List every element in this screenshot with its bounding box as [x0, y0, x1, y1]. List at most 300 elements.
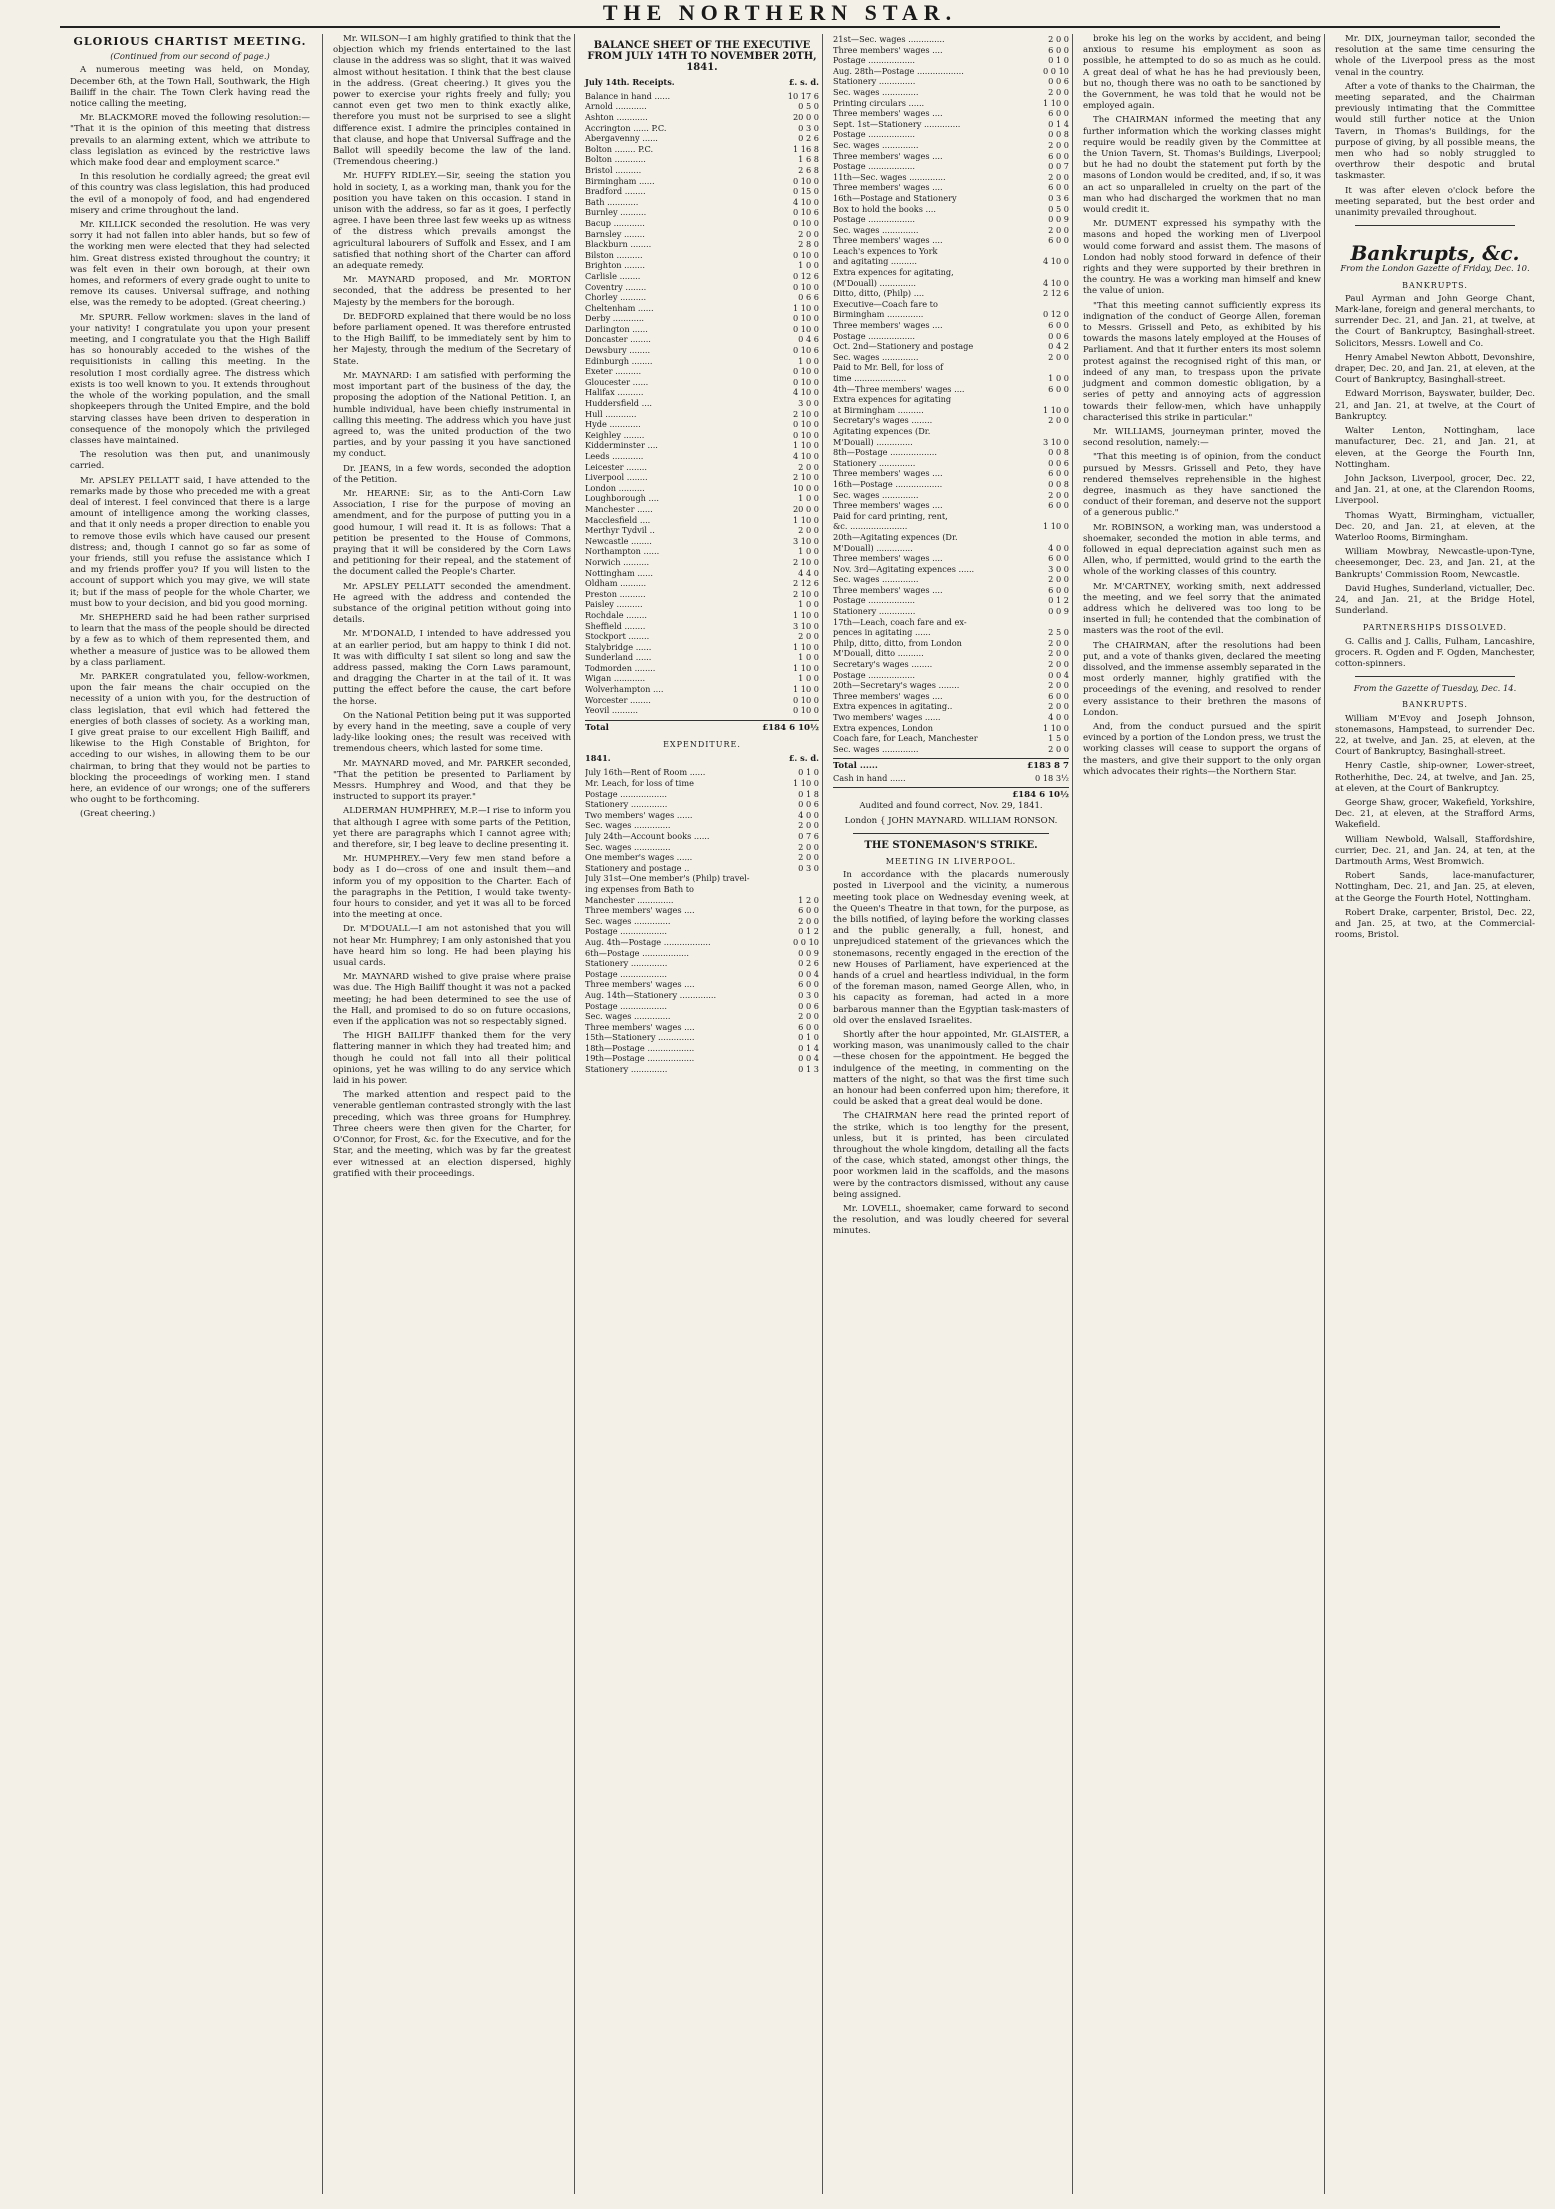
ledger-label: Derby ............	[585, 313, 645, 324]
ledger-amount: 1 0 0	[798, 546, 819, 557]
ledger-row	[833, 256, 1069, 267]
ledger-row	[585, 948, 819, 959]
ledger-amount: 1 16 8	[792, 143, 819, 154]
receipts-header-amount: £. s. d.	[788, 76, 819, 87]
ledger-row	[585, 695, 819, 706]
ledger-label: Accrington ...... P.C.	[585, 122, 667, 133]
ledger-amount: 2 0 0	[798, 525, 819, 536]
ledger-row	[833, 299, 1069, 310]
paragraph: Mr. MAYNARD: I am satisfied with performing the most important part of the business of the day, the proposing the adoption of the National Petition. I, an humble individual, have been chiefly instrumental in calling this meeting. The address which you have just agreed to, was the united production of the two parties, and by your passing it you have sanctioned my conduct.	[333, 370, 571, 460]
ledger-label: Worcester ........	[585, 694, 651, 705]
ledger-label: Stationery ..............	[833, 606, 916, 617]
ledger-amount: 3 10 0	[792, 535, 819, 546]
ledger-amount: 2 0 0	[1048, 743, 1069, 754]
ledger-row	[585, 969, 819, 980]
ledger-row	[585, 112, 819, 123]
ledger-row	[585, 345, 819, 356]
ledger-label: Stationery ..............	[833, 76, 916, 87]
ledger-label: Three members' wages ....	[833, 468, 943, 479]
ledger-row	[585, 292, 819, 303]
ledger-label: Oldham ..........	[585, 578, 647, 589]
ledger-label: Three members' wages ....	[833, 44, 943, 55]
bankrupt-entry: William Mowbray, Newcastle-upon-Tyne, cheesemonger, Dec. 23, and Jan. 21, at the Bankrupts' Commission Room, Newcastle.	[1335, 547, 1535, 580]
ledger-amount: 2 0 0	[1048, 680, 1069, 691]
paragraph: Mr. HUMPHREY.—Very few men stand before a body as I do—cross of one and insult them—and inform you of my opposition to the Charter. Each of the paragraphs in the Petition, I would take twenty-four hours to consider, and yet it was all to be forced into the meeting at once.	[333, 854, 571, 921]
ledger-row	[585, 873, 819, 884]
ledger-amount: 1 10 0	[792, 440, 819, 451]
ledger-amount: 1 0 0	[798, 355, 819, 366]
ledger-row	[833, 76, 1069, 87]
ledger-label: Chorley ..........	[585, 292, 647, 303]
ledger-amount: 0 5 0	[798, 101, 819, 112]
ledger-row	[833, 521, 1069, 532]
ledger-row	[585, 799, 819, 810]
balance-sheet-title: BALANCE SHEET OF THE EXECUTIVE FROM JULY 14TH TO NOVEMBER 20TH, 1841.	[587, 40, 817, 74]
ledger-row	[585, 958, 819, 969]
ledger-row	[585, 419, 819, 430]
ledger-label: Bacup ............	[585, 217, 645, 228]
ledger-row	[833, 151, 1069, 162]
ledger-row	[833, 161, 1069, 172]
ledger-row	[833, 341, 1069, 352]
ledger-row	[833, 701, 1069, 712]
ledger-row	[585, 578, 819, 589]
ledger-amount: 1 5 0	[1048, 733, 1069, 744]
ledger-amount: 0 1 3	[798, 1064, 819, 1075]
ledger-label: Sec. wages ..............	[585, 841, 671, 852]
ledger-row	[833, 246, 1069, 257]
ledger-label: Three members' wages ....	[833, 553, 943, 564]
ledger-label: July 24th—Account books ......	[585, 831, 710, 842]
ledger-row	[585, 430, 819, 441]
ledger-amount: 6 0 0	[1048, 500, 1069, 511]
ledger-amount: 0 1 8	[798, 788, 819, 799]
ledger-label: 16th—Postage ..................	[833, 478, 943, 489]
ledger-amount: 1 0 0	[1048, 373, 1069, 383]
ledger-row	[585, 631, 819, 642]
expenditure-list-continued	[833, 34, 1069, 754]
ledger-row	[585, 937, 819, 948]
ledger-label: Barnsley ........	[585, 228, 645, 239]
ledger-row	[833, 87, 1069, 98]
ledger-amount: 6 0 0	[1048, 235, 1069, 246]
ledger-row	[833, 606, 1069, 617]
ledger-row	[833, 543, 1069, 554]
ledger-row	[585, 218, 819, 229]
ledger-label: Wigan ............	[585, 673, 646, 684]
ledger-row	[585, 1043, 819, 1054]
ledger-amount: 2 10 0	[792, 408, 819, 419]
audit-note: Audited and found correct, Nov. 29, 1841.	[859, 801, 1043, 812]
ledger-amount	[1015, 299, 1069, 310]
ledger-label: Stationery ..............	[585, 1064, 668, 1075]
ledger-amount: 0 0 6	[1048, 457, 1069, 468]
ledger-label: Leeds ............	[585, 451, 644, 461]
column-5	[1072, 34, 1321, 2194]
paragraph: Dr. BEDFORD explained that there would be no loss before parliament opened. It was therefore entrusted to the High Bailiff, to be immediately sent by him to her Majesty, through the medium of the Secretary of State.	[333, 311, 571, 367]
partnerships-dissolved-entry: G. Callis and J. Callis, Fulham, Lancashire, grocers. R. Ogden and F. Ogden, Manchester, cotton-spinners.	[1335, 636, 1535, 669]
grand-total-amount: £184 6 10½	[1012, 790, 1069, 801]
ledger-amount: 2 0 0	[1048, 171, 1069, 182]
ledger-label: 19th—Postage ..................	[585, 1053, 695, 1064]
paragraph: Mr. HEARNE: Sir, as to the Anti-Corn Law Association, I rise for the purpose of moving an amendment, and for the purpose of putting you in a good humour, I will read it. It is as follows: That a petition be presented to the House of Commons, praying that it will be considered by the Corn Laws and petitioning for their repeal, and the statement of the document called the People's Charter.	[333, 488, 571, 578]
ledger-row	[833, 564, 1069, 575]
ledger-amount: 0 0 6	[798, 1000, 819, 1011]
ledger-label: Sec. wages ..............	[833, 86, 919, 97]
ledger-row	[585, 831, 819, 842]
ledger-row	[833, 172, 1069, 183]
ledger-amount: 2 0 0	[1048, 489, 1069, 500]
ledger-amount: 1 10 0	[792, 609, 819, 620]
ledger-amount: 1 2 0	[798, 894, 819, 905]
strike-title: THE STONEMASON'S STRIKE.	[864, 839, 1038, 851]
ledger-amount: 0 10 0	[792, 419, 819, 430]
ledger-row	[833, 500, 1069, 511]
paragraph: Mr. DUMENT expressed his sympathy with the masons and hoped the working men of Liverpool would come forward and assist them. The masons of London had nobly stood forward in defence of their rights and they were supported by their brethren in the country. He was a working man himself and knew the value of union.	[1083, 219, 1321, 297]
paragraph: Mr. BLACKMORE moved the following resolution:— "That it is the opinion of this meeting that distress prevails to an alarming extent, which we attribute to class legislation as evinced by the restrictive laws which make food dear and employment scarce."	[70, 113, 310, 169]
ledger-row	[585, 979, 819, 990]
ledger-amount: 0 0 4	[798, 968, 819, 979]
ledger-amount: 0 1 0	[1048, 55, 1069, 66]
ledger-amount: 1 0 0	[798, 599, 819, 610]
ledger-row	[585, 133, 819, 144]
ledger-amount: 4 10 0	[792, 387, 819, 398]
ledger-row	[585, 1001, 819, 1012]
ledger-row	[833, 352, 1069, 363]
ledger-amount: 2 12 6	[792, 578, 819, 589]
ledger-label: Stalybridge ......	[585, 641, 652, 652]
ledger-label: Coventry ........	[585, 281, 647, 292]
ledger-label: Kidderminster ....	[585, 440, 658, 451]
ledger-label: Blackburn ........	[585, 239, 652, 250]
paragraph: Mr. APSLEY PELLATT seconded the amendment. He agreed with the address and contended the substance of the original petition without going into details.	[333, 581, 571, 626]
paragraph: The HIGH BAILIFF thanked them for the very flattering manner in which they had treated him; and though he could not fall into all their political opinions, yet he was willing to do any service which laid in his power.	[333, 1031, 571, 1087]
ledger-amount: 2 0 0	[798, 461, 819, 472]
ledger-label: Wolverhampton ....	[585, 684, 664, 695]
ledger-label: Philp, ditto, ditto, from London	[833, 637, 962, 648]
expenditure-header	[585, 753, 819, 764]
ledger-label: Postage ..................	[833, 669, 916, 680]
ledger-amount: 2 0 0	[798, 631, 819, 642]
ledger-label: Halifax ..........	[585, 387, 644, 398]
receipts-total-amount: £184 6 10½	[762, 722, 819, 733]
column-6	[1324, 34, 1535, 2194]
ledger-amount: 0 10 0	[792, 217, 819, 228]
ledger-label: July 31st—One member's (Philp) travel-	[585, 873, 750, 884]
paragraph: Mr. LOVELL, shoemaker, came forward to second the resolution, and was loudly cheered for several minutes.	[833, 1204, 1069, 1237]
ledger-amount: 0 2 6	[798, 133, 819, 144]
paragraph: The CHAIRMAN informed the meeting that any further information which the working classes might require would be readily given by the Committee at the Union Tavern, St. Thomas's Buildings, Liverpool; but he had no doubt the statement put forth by the masons of London would be credited, and, if so, it was an act so unparalleled in cruelty on the part of the man who had discharged the workmen that no man would credit it.	[1083, 115, 1321, 216]
ledger-row	[833, 108, 1069, 119]
ledger-row	[833, 193, 1069, 204]
ledger-label: Executive—Coach fare to	[833, 298, 938, 309]
ledger-amount: 0 0 7	[1048, 161, 1069, 172]
ledger-label: Bristol ..........	[585, 164, 642, 175]
ledger-label: Coach fare, for Leach, Manchester	[833, 733, 978, 744]
ledger-label: Three members' wages ....	[833, 150, 943, 161]
ledger-amount: 2 0 0	[1048, 351, 1069, 362]
ledger-row	[585, 778, 819, 789]
paragraph: Mr. HUFFY RIDLEY.—Sir, seeing the station you hold in society, I, as a working man, thank you for the position you have taken on this occasion. I stand in unison with the address, so far as it goes, I perfectly agree. I have been three last few weeks up as witness of the distress which prevails amongst the agricultural labourers of Suffolk and Essex, and I am satisfied that nothing short of the Charter can afford an adequate remedy.	[333, 171, 571, 272]
ledger-row	[833, 214, 1069, 225]
ledger-label: Printing circulars ......	[833, 97, 925, 108]
ledger-row	[833, 733, 1069, 744]
ledger-label: Birmingham ..............	[833, 309, 924, 320]
ledger-amount: 0 0 10	[792, 936, 819, 947]
ledger-label: Postage ..................	[833, 129, 916, 140]
ledger-amount: 0 10 0	[792, 429, 819, 440]
ledger-label: Sec. wages ..............	[833, 743, 919, 754]
ledger-amount: 0 15 0	[792, 186, 819, 197]
paragraph: It was after eleven o'clock before the meeting separated, but the best order and unanimity prevailed throughout.	[1335, 185, 1535, 219]
ledger-amount: 0 0 8	[1048, 478, 1069, 489]
ledger-row	[585, 165, 819, 176]
expenditure-header-amount: £. s. d.	[788, 753, 819, 764]
ledger-amount: 6 0 0	[1048, 690, 1069, 701]
ledger-label: ing expenses from Bath to	[585, 883, 694, 894]
cash-label: Cash in hand ......	[833, 772, 906, 783]
ledger-row	[585, 663, 819, 674]
ledger-row	[585, 1011, 819, 1022]
expenditure-total-label: Total ......	[833, 761, 878, 772]
ledger-amount: 0 10 0	[792, 705, 819, 716]
ledger-label: Sec. wages ..............	[585, 915, 671, 926]
ledger-row	[833, 437, 1069, 448]
ledger-label: Three members' wages ....	[585, 905, 695, 916]
ledger-row	[833, 98, 1069, 109]
ledger-amount: 0 0 8	[1048, 129, 1069, 140]
ledger-row	[833, 574, 1069, 585]
article-body	[70, 65, 310, 820]
paragraph: broke his leg on the works by accident, and being anxious to resume his employment as soon as possible, he attempted to do so as much as he could. A great deal of what he has he had previously been, but no, though there was no oath to be sanctioned by the Government, he was told that he would not be employed again.	[1083, 34, 1321, 112]
ledger-label: Paisley ..........	[585, 599, 643, 610]
ledger-row	[833, 405, 1069, 416]
ledger-row	[833, 670, 1069, 681]
ledger-label: Paid to Mr. Bell, for loss of	[833, 362, 944, 373]
ledger-label: Extra expences in agitating..	[833, 701, 953, 712]
expenditure-title: EXPENDITURE.	[663, 740, 741, 750]
ledger-label: Manchester ......	[585, 503, 653, 514]
ledger-label: &c. ......................	[833, 521, 908, 532]
ledger-amount: 2 8 0	[798, 239, 819, 250]
ledger-label: Sec. wages ..............	[833, 224, 919, 235]
ledger-amount: 1 10 0	[792, 662, 819, 673]
ledger-amount	[1015, 246, 1069, 257]
ledger-amount: 0 0 9	[798, 947, 819, 958]
ledger-row	[833, 659, 1069, 670]
ledger-amount: 0 5 0	[1048, 203, 1069, 214]
ledger-row	[833, 553, 1069, 564]
ledger-label: at Birmingham ..........	[833, 404, 924, 415]
ledger-label: Mr. Leach, for loss of time	[585, 778, 694, 789]
ledger-label: Two members' wages ......	[833, 712, 941, 722]
ledger-row	[585, 229, 819, 240]
ledger-label: Oct. 2nd—Stationery and postage	[833, 341, 974, 352]
ledger-label: Nov. 3rd—Agitating expences ......	[833, 563, 975, 574]
ledger-amount	[1015, 267, 1069, 278]
ledger-label: Postage ..................	[585, 1000, 668, 1011]
cash-amount: 0 18 3½	[1035, 772, 1069, 783]
ledger-amount: 0 12 0	[1042, 309, 1069, 320]
ledger-amount	[1015, 394, 1069, 405]
ledger-label: Postage ..................	[833, 214, 916, 225]
ledger-row	[833, 638, 1069, 649]
ledger-row	[585, 652, 819, 663]
paragraph: Mr. MAYNARD wished to give praise where praise was due. The High Bailiff thought it was not a packed meeting; he had been determined to see the use of the Hall, and promised to do so on future occasions, even if the application was not so respectably signed.	[333, 972, 571, 1028]
paragraph: Mr. KILLICK seconded the resolution. He was very sorry it had not fallen into abler hands, but so few of the working men were elected that they had selected him. Great distress existed throughout the country; it was felt even in their own borough, at their own homes, and reformers of every grade ought to unite to remove its causes. Universal suffrage, and nothing else, was the remedy to be adopted. (Great cheering.)	[70, 220, 310, 309]
ledger-label: Stationery ..............	[585, 799, 668, 810]
ledger-label: Huddersfield ....	[585, 398, 653, 409]
column-4	[822, 34, 1069, 2194]
ledger-label: Postage ..................	[585, 788, 668, 799]
ledger-amount	[765, 873, 819, 884]
ledger-label: Box to hold the books ....	[833, 203, 936, 214]
ledger-amount: 2 0 0	[1048, 637, 1069, 648]
ledger-row	[585, 1022, 819, 1033]
ledger-amount: 2 0 0	[1048, 139, 1069, 150]
ledger-label: Bolton ............	[585, 154, 646, 165]
balance-label: Balance in hand ......	[585, 90, 671, 101]
ledger-label: pences in agitating ......	[833, 627, 931, 638]
ledger-row	[585, 123, 819, 134]
ledger-row	[585, 852, 819, 863]
ledger-row	[833, 384, 1069, 395]
ledger-amount: 6 0 0	[798, 1021, 819, 1032]
receipts-list	[585, 101, 819, 715]
ledger-amount: 10 0 0	[792, 482, 819, 493]
ledger-amount: 0 10 6	[792, 207, 819, 218]
cash-in-hand-row	[833, 773, 1069, 784]
ledger-row	[585, 557, 819, 568]
ledger-label: Sunderland ......	[585, 652, 652, 663]
ledger-amount: 6 0 0	[1048, 383, 1069, 394]
ledger-amount: 0 3 6	[1048, 192, 1069, 203]
ledger-label: Extra expences, London	[833, 722, 934, 733]
ledger-row	[833, 394, 1069, 405]
ledger-row	[585, 324, 819, 335]
ledger-label: Stationery and postage ..	[585, 862, 690, 873]
ledger-label: Merthyr Tydvil ..	[585, 525, 655, 536]
bankrupt-entry: Robert Sands, lace-manufacturer, Nottingham, Dec. 21, and Jan. 25, at eleven, at the George the Fourth Hotel, Nottingham.	[1335, 871, 1535, 904]
ledger-row	[585, 916, 819, 927]
meeting-title: MEETING IN LIVERPOOL.	[885, 856, 1017, 866]
ledger-row	[833, 309, 1069, 320]
ledger-row	[833, 204, 1069, 215]
ledger-row	[585, 144, 819, 155]
ledger-label: Darlington ......	[585, 323, 648, 334]
ledger-amount: 0 0 6	[1048, 330, 1069, 341]
ledger-row	[585, 186, 819, 197]
ledger-amount: 2 0 0	[798, 228, 819, 239]
ledger-amount: 0 7 6	[798, 831, 819, 842]
ledger-row	[833, 680, 1069, 691]
gazette-heading-2: From the Gazette of Tuesday, Dec. 14.	[1353, 683, 1517, 694]
auditors: London { JOHN MAYNARD. WILLIAM RONSON.	[844, 815, 1058, 826]
ledger-amount	[1015, 511, 1069, 522]
ledger-label: Three members' wages ....	[833, 320, 943, 331]
ledger-amount: 1 6 8	[798, 154, 819, 165]
ledger-amount: 4 10 0	[792, 451, 819, 461]
paragraph: A numerous meeting was held, on Monday, December 6th, at the Town Hall, Southwark, the High Bailiff in the chair. The Town Clerk having read the notice calling the meeting,	[70, 65, 310, 110]
ledger-row	[585, 101, 819, 112]
ledger-label: Agitating expences (Dr.	[833, 425, 931, 436]
ledger-row	[833, 55, 1069, 66]
ledger-amount: 2 0 0	[1048, 659, 1069, 670]
ledger-row	[833, 585, 1069, 596]
ledger-label: Doncaster ........	[585, 334, 651, 345]
ledger-amount	[1015, 617, 1069, 628]
paragraph: The resolution was then put, and unanimously carried.	[70, 450, 310, 472]
ledger-label: Stationery ..............	[833, 457, 916, 468]
ledger-row	[585, 483, 819, 494]
ledger-label: 4th—Three members' wages ....	[833, 383, 965, 394]
ledger-label: 18th—Postage ..................	[585, 1042, 695, 1053]
ledger-amount: 3 10 0	[1042, 436, 1069, 447]
ledger-amount: 0 10 0	[792, 249, 819, 260]
ledger-amount: 0 10 0	[792, 366, 819, 377]
ledger-label: 21st—Sec. wages ..............	[833, 34, 945, 44]
ledger-amount: 2 0 0	[1048, 415, 1069, 426]
ledger-label: Extra expences for agitating	[833, 394, 952, 405]
ledger-amount: 1 10 0	[1042, 521, 1069, 532]
ledger-row	[585, 250, 819, 261]
paragraph: "That this meeting is of opinion, from the conduct pursued by Messrs. Grissell and Peto, they have rendered themselves reprehensible in the highest degree, inasmuch as they have sanctioned the conduct of their foreman, and deserve not the support of a generous public."	[1083, 452, 1321, 519]
ledger-label: Sec. wages ..............	[585, 1011, 671, 1022]
ledger-label: and agitating ..........	[833, 256, 917, 267]
ledger-label: Yeovil ..........	[585, 705, 638, 716]
ledger-amount: 0 1 2	[1048, 595, 1069, 606]
ledger-row	[833, 331, 1069, 342]
balance-amount: 10 17 6	[787, 90, 819, 101]
ledger-row	[585, 366, 819, 377]
ledger-amount: 2 6 8	[798, 164, 819, 175]
ledger-row	[833, 479, 1069, 490]
ledger-amount: 1 10 0	[792, 514, 819, 525]
bankrupt-entry: Walter Lenton, Nottingham, lace manufacturer, Dec. 21, and Jan. 21, at eleven, at the George the Fourth Inn, Nottingham.	[1335, 426, 1535, 470]
ledger-row	[585, 589, 819, 600]
ledger-label: 17th—Leach, coach fare and ex-	[833, 616, 967, 627]
ledger-amount: 2 0 0	[798, 1011, 819, 1022]
ledger-label: Secretary's wages ........	[833, 415, 933, 426]
ledger-amount: 0 3 0	[798, 122, 819, 133]
ledger-row	[585, 451, 819, 462]
paragraph: ALDERMAN HUMPHREY, M.P.—I rise to inform you that although I agree with some parts of the Petition, yet there are paragraphs which I cannot agree with; and therefore, sir, I beg leave to decline presenting it.	[333, 806, 571, 851]
paragraph: (Great cheering.)	[80, 809, 156, 820]
ledger-label: Aug. 28th—Postage ..................	[833, 65, 964, 76]
ledger-label: M'Douall) ..............	[833, 542, 913, 553]
ledger-row	[585, 398, 819, 409]
ledger-amount	[1015, 426, 1069, 437]
ledger-label: Hull ............	[585, 408, 637, 419]
ledger-row	[833, 140, 1069, 151]
ledger-row	[585, 621, 819, 632]
ledger-label: Three members' wages ....	[833, 235, 943, 246]
bankrupts-label-2: BANKRUPTS.	[1402, 700, 1468, 710]
ledger-label: Postage ..................	[833, 161, 916, 172]
paragraph: The marked attention and respect paid to the venerable gentleman contrasted strongly with the last preceding, which was three groans for Humphrey. Three cheers were then given for the Charter, for O'Connor, for Frost, &c. for the Executive, and for the Star, and the meeting, which was by far the greatest ever witnessed at an election dispersed, highly gratified with their proceedings.	[333, 1090, 571, 1179]
bankrupts-banner: Bankrupts, &c.	[1350, 241, 1520, 266]
ledger-label: 11th—Sec. wages ..............	[833, 171, 946, 182]
ledger-row	[833, 235, 1069, 246]
ledger-amount: 1 10 0	[1042, 97, 1069, 108]
ledger-amount: 0 4 6	[798, 334, 819, 345]
ledger-label: Aug. 4th—Postage ..................	[585, 936, 711, 947]
ledger-row	[585, 525, 819, 536]
ledger-row	[585, 493, 819, 504]
ledger-label: Abergavenny ......	[585, 133, 658, 144]
ledger-label: Three members' wages ....	[833, 584, 943, 595]
expenditure-list	[585, 767, 819, 1074]
